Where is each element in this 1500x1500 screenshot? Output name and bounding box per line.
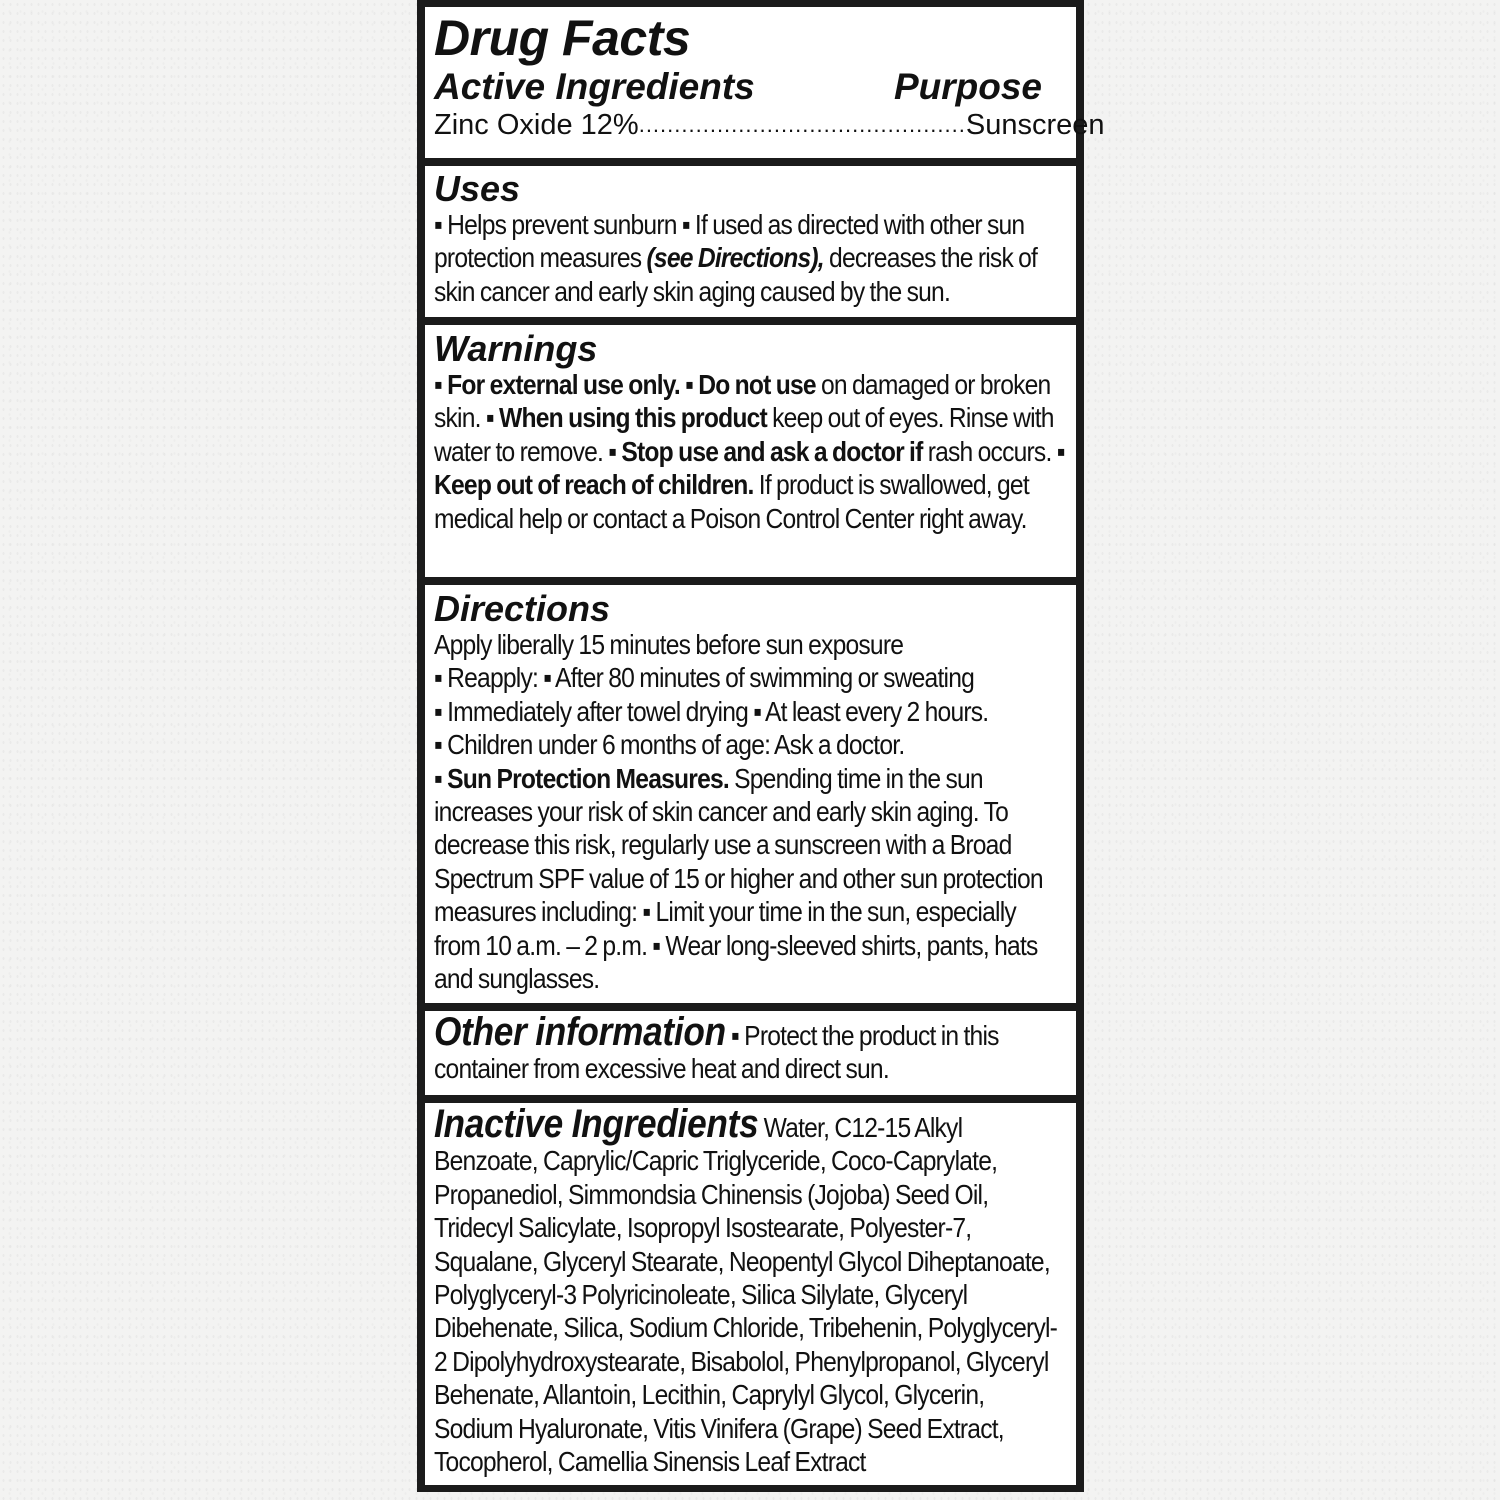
warning-text: If product is swallowed, get medical help or contact a Poison Control Center right away. (434, 469, 1029, 534)
directions-line: ▪ Immediately after towel drying ▪ At least every 2 hours. (434, 695, 989, 727)
directions-line: Apply liberally 15 minutes before sun exposure (434, 629, 904, 660)
warning-text: keep out of eyes. Rinse with water to remove. (434, 402, 1054, 467)
inactive-ingredients-heading: Inactive Ingredients (434, 1102, 759, 1146)
directions-text (434, 628, 1067, 995)
warnings-text (434, 368, 1067, 535)
divider (425, 577, 1076, 585)
other-information-body: ▪ Protect the product in this container from excessive heat and direct sun. (434, 1020, 999, 1085)
warnings-section (425, 330, 1076, 576)
uses-text-part: ▪ Helps prevent sunburn ▪ If used as directed with other sun protection measures (434, 209, 1025, 274)
divider (425, 317, 1076, 325)
active-ingredient-purpose: Sunscreen (965, 109, 1105, 141)
warnings-heading: Warnings (434, 328, 598, 369)
inactive-ingredients-list: Water, C12-15 Alkyl Benzoate, Caprylic/Capric Triglyceride, Coco-Caprylate, Propanediol, Simmondsia Chinensis (Jojoba) Seed Oil, Tridecyl Salicylate, Isopropyl Isostearate, Polyester-7, Squalane, Glyceryl Stearate, Neopentyl Glycol Diheptanoate, Polyglyceryl-3 Polyricinoleate, Silica Silylate, Glyceryl Dibehenate, Silica, Sodium Chloride, Tribehenin, Polyglyceryl-2 Dipolyhydroxystearate, Bisabolol, Phenylpropanol, Glyceryl Behenate, Allantoin, Lecithin, Caprylyl Glycol, Glycerin, Sodium Hyaluronate, Vitis Vinifera (Grape) Seed Extract, Tocopherol, Camellia Sinensis Leaf Extract (434, 1112, 1058, 1478)
warning-when-using: ▪ When using this product (485, 402, 767, 434)
directions-section (425, 590, 1076, 1002)
active-ingredient-row (434, 108, 1105, 142)
warning-do-not-use: ▪ Do not use (679, 369, 816, 400)
warning-text: rash occurs. (922, 435, 1057, 467)
uses-text (434, 208, 1067, 308)
directions-line: ▪ Reapply: ▪ After 80 minutes of swimming or sweating (434, 662, 975, 694)
other-information-section (425, 1010, 1076, 1096)
see-directions-ref: (see Directions), (646, 242, 824, 274)
drug-facts-title: Drug Facts (434, 10, 691, 66)
uses-section (425, 170, 1076, 316)
active-ingredients-section (425, 10, 1105, 158)
uses-text-part: decreases the risk of skin cancer and early skin aging caused by the sun. (434, 242, 1038, 307)
sun-protection-text: Spending time in the sun increases your risk of skin cancer and early skin aging. To decrease this risk, regularly use a sunscreen with a Broad Spectrum SPF value of 15 or higher and other sun protection measures including: ▪ Limit your time in the sun, especially from 10 a.m. – 2 p.m. ▪ Wear long-sleeved shirts, pants, hats and sunglasses. (434, 762, 1043, 995)
purpose-heading: Purpose (893, 66, 1042, 107)
warning-text: on damaged or broken skin. (434, 369, 1051, 434)
active-ingredient-name: Zinc Oxide 12% (434, 109, 639, 141)
inactive-ingredients-text (434, 1102, 1067, 1478)
other-information-text (434, 1010, 1067, 1086)
active-ingredients-heading: Active Ingredients (434, 66, 755, 107)
drug-facts-panel (417, 0, 1105, 1492)
warning-stop-use: ▪ Stop use and ask a doctor if (608, 435, 923, 467)
sun-protection-heading: ▪ Sun Protection Measures. (434, 762, 729, 794)
uses-heading: Uses (434, 168, 521, 209)
warning-external-use: ▪ For external use only. (434, 369, 680, 400)
other-information-heading: Other information (434, 1010, 726, 1054)
divider (425, 158, 1076, 166)
warning-keep-out-of-reach: ▪ Keep out of reach of children. (434, 435, 1065, 501)
inactive-ingredients-section (425, 1102, 1076, 1485)
leader-dots: .............................................. (638, 112, 966, 137)
directions-heading: Directions (434, 588, 611, 629)
directions-line: ▪ Children under 6 months of age: Ask a doctor. (434, 729, 905, 761)
active-header-row (434, 66, 1067, 108)
